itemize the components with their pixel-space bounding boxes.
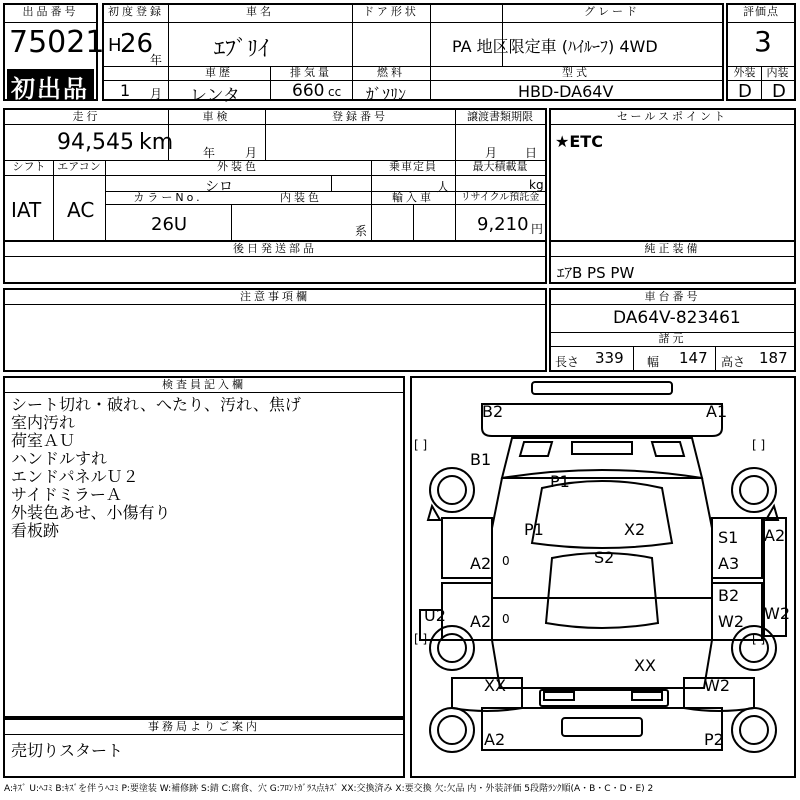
era: H bbox=[108, 35, 122, 56]
inspector-note: エンドパネルＵ２ bbox=[11, 467, 139, 486]
mark-a2-right: A2 bbox=[764, 526, 786, 545]
parts-box bbox=[3, 240, 547, 284]
load-label: 最大積載量 bbox=[472, 160, 528, 173]
inspector-note: 室内汚れ bbox=[11, 413, 76, 432]
door-label: ドア形状 bbox=[363, 5, 419, 18]
notes-label: 注意事項欄 bbox=[240, 290, 310, 303]
inspector-note: シート切れ・破れ、へたり、汚れ、焦げ bbox=[11, 395, 301, 414]
mark-zero-left2: 0 bbox=[502, 612, 510, 626]
chassis-label: 車台番号 bbox=[644, 290, 701, 303]
length-label: 長さ bbox=[555, 355, 580, 369]
inspector-note: 荷室ＡＵ bbox=[11, 431, 76, 450]
aircon-label: エアコン bbox=[57, 160, 101, 173]
inspector-note: 看板跡 bbox=[11, 521, 60, 540]
mark-a2-left1: A2 bbox=[470, 554, 492, 573]
year-unit: 年 bbox=[150, 53, 163, 67]
sales-point-box bbox=[549, 108, 796, 242]
mark-bracket-l2: [ ] bbox=[414, 632, 428, 646]
sales-label: セールスポイント bbox=[616, 110, 728, 123]
inspector-note: 外装色あせ、小傷有り bbox=[11, 503, 171, 522]
shift-label: シフト bbox=[12, 160, 46, 173]
width: 147 bbox=[679, 349, 708, 367]
reg-month: 1 bbox=[120, 81, 131, 100]
mark-a2-left2: A2 bbox=[470, 612, 492, 631]
exterior-label: 外装 bbox=[733, 66, 756, 79]
width-label: 幅 bbox=[647, 355, 660, 369]
score-box bbox=[726, 3, 796, 101]
aircon: AC bbox=[67, 198, 95, 222]
equip-label: 純正装備 bbox=[644, 242, 701, 255]
mark-a2-bottom: A2 bbox=[484, 730, 506, 749]
mileage-unit: km bbox=[139, 130, 174, 155]
mark-xx-right: XX bbox=[634, 656, 656, 675]
transfer-label: 譲渡書類期限 bbox=[467, 110, 533, 123]
interior-color-unit: 系 bbox=[355, 224, 368, 238]
parts-label: 後日発送部品 bbox=[233, 242, 317, 255]
displacement-unit: cc bbox=[328, 85, 342, 99]
shift: IAT bbox=[11, 198, 42, 222]
mark-w2-lower: W2 bbox=[704, 676, 730, 695]
dims-label: 諸元 bbox=[658, 332, 687, 345]
inspector-label: 検査員記入欄 bbox=[162, 378, 246, 391]
history: レンタ bbox=[190, 86, 240, 106]
transfer-day-unit: 日 bbox=[525, 146, 538, 160]
color-no: 26U bbox=[151, 214, 188, 235]
mark-u2: U2 bbox=[424, 606, 446, 625]
lot-label: 出品番号 bbox=[22, 5, 79, 18]
vehicle-diagram bbox=[412, 378, 794, 776]
interior-color-label: 内装色 bbox=[280, 191, 322, 204]
mark-bracket-l1: [ ] bbox=[414, 438, 428, 452]
reg-year: 26 bbox=[120, 29, 154, 59]
mark-s2: S2 bbox=[594, 548, 615, 567]
height-label: 高さ bbox=[721, 355, 746, 369]
inspector-note: ハンドルすれ bbox=[11, 449, 108, 468]
model-label: 型式 bbox=[562, 66, 590, 79]
score-label: 評価点 bbox=[743, 5, 779, 18]
mark-b2-right: B2 bbox=[718, 586, 740, 605]
inspection-year-unit: 年 bbox=[203, 146, 216, 160]
inspection-month-unit: 月 bbox=[245, 146, 258, 160]
transfer-month-unit: 月 bbox=[485, 146, 498, 160]
load-unit: kg bbox=[529, 178, 544, 192]
grade: PA 地区限定車 (ﾊｲﾙｰﾌ) 4WD bbox=[452, 37, 658, 56]
chassis-box bbox=[549, 288, 796, 372]
fuel: ｶﾞｿﾘﾝ bbox=[366, 85, 407, 104]
notes-box bbox=[3, 288, 547, 372]
chassis-number: DA64V-823461 bbox=[613, 308, 741, 328]
displacement-label: 排気量 bbox=[290, 66, 332, 79]
lot-box bbox=[3, 3, 105, 103]
month-unit: 月 bbox=[150, 87, 163, 101]
inspector-box bbox=[3, 376, 405, 718]
inspection-label: 車検 bbox=[202, 110, 231, 123]
interior-grade: D bbox=[772, 81, 786, 102]
mark-a3: A3 bbox=[718, 554, 740, 573]
mark-s1: S1 bbox=[718, 528, 739, 547]
car-name: ｴﾌﾞﾘｲ bbox=[214, 37, 270, 62]
color-label: 外装色 bbox=[217, 160, 259, 173]
office-text: 売切りスタート bbox=[11, 741, 124, 760]
recycle-unit: 円 bbox=[531, 222, 544, 236]
mark-x2: X2 bbox=[624, 520, 646, 539]
mark-zero-left1: 0 bbox=[502, 554, 510, 568]
capacity-label: 乗車定員 bbox=[389, 160, 437, 173]
car-name-label: 車名 bbox=[246, 5, 274, 18]
mark-w2-right: W2 bbox=[764, 604, 790, 623]
fuel-label: 燃料 bbox=[377, 66, 405, 79]
import-label: 輸入車 bbox=[392, 191, 434, 204]
mark-p2: P2 bbox=[704, 730, 724, 749]
exterior-color: シロ bbox=[205, 179, 233, 195]
capacity-unit: 人 bbox=[437, 180, 450, 194]
plate-label: 登録番号 bbox=[332, 110, 388, 123]
mark-xx-left: XX bbox=[484, 676, 506, 695]
reg-label: 初度登録 bbox=[108, 5, 164, 18]
mark-b1: B1 bbox=[470, 450, 492, 469]
damage-diagram-box bbox=[410, 376, 796, 778]
interior-label: 内装 bbox=[766, 66, 789, 79]
vehicle-details-box bbox=[3, 108, 547, 242]
color-no-label: カラーNo. bbox=[133, 191, 203, 204]
mark-bracket-r2: [ ] bbox=[752, 632, 766, 646]
recycle-fee: 9,210 bbox=[477, 214, 529, 235]
mileage-label: 走行 bbox=[72, 110, 101, 123]
mileage: 94,545 bbox=[57, 130, 134, 155]
equipment-box bbox=[549, 240, 796, 284]
inspector-notes bbox=[11, 396, 301, 540]
damage-legend: A:ｷｽﾞ U:ﾍｺﾐ B:ｷｽﾞを伴うﾍｺﾐ P:要塗装 W:補修跡 S:錆 C:腐食、穴 G:ﾌﾛﾝﾄｶﾞﾗｽ点ｷｽﾞ XX:交換済み X:要交換 欠:欠品 内・外装評価 5段階ﾗﾝｸ順(A・B・C・D・E) 2 bbox=[4, 784, 654, 794]
mark-p1-left: P1 bbox=[524, 520, 544, 539]
model: HBD-DA64V bbox=[518, 82, 614, 101]
height: 187 bbox=[759, 349, 788, 367]
first-listing-text: 初出品 bbox=[11, 75, 89, 103]
exterior-grade: D bbox=[738, 81, 752, 102]
sales-point: ★ETC bbox=[555, 132, 603, 151]
mark-b2-top: B2 bbox=[482, 402, 504, 421]
equipment: ｴｱB PS PW bbox=[557, 264, 635, 282]
mark-w2-mid: W2 bbox=[718, 612, 744, 631]
inspector-note: サイドミラーＡ bbox=[11, 485, 122, 504]
recycle-label: リサイクル預託金 bbox=[460, 192, 540, 203]
office-label: 事務局よりご案内 bbox=[148, 720, 260, 733]
mark-a1-top: A1 bbox=[706, 402, 728, 421]
lot-number: 75021 bbox=[9, 25, 105, 60]
mark-bracket-r1: [ ] bbox=[752, 438, 766, 452]
office-box bbox=[3, 718, 405, 778]
mark-p1-top: P1 bbox=[550, 472, 570, 491]
displacement: 660 bbox=[292, 81, 325, 101]
score: 3 bbox=[754, 25, 772, 58]
grade-label: グレード bbox=[584, 5, 640, 18]
history-label: 車歴 bbox=[205, 66, 233, 79]
main-header-box bbox=[102, 3, 724, 106]
length: 339 bbox=[595, 349, 624, 367]
